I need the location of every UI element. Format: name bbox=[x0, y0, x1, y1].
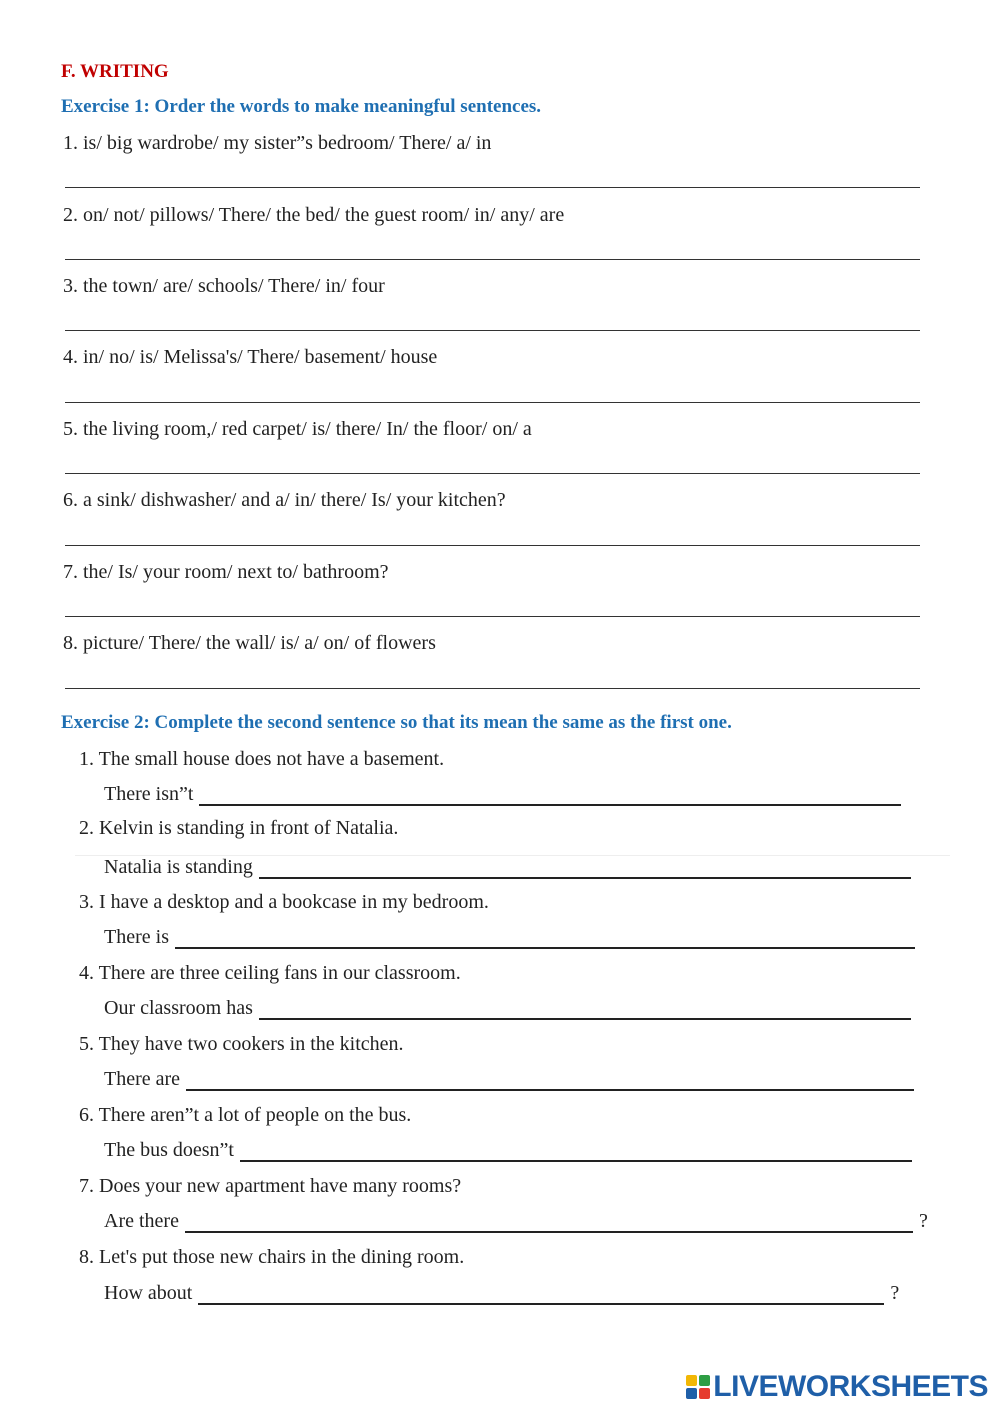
exercise-2-row-2 bbox=[104, 856, 911, 879]
section-title: F. WRITING bbox=[61, 61, 169, 82]
exercise-1-answer-line-1[interactable] bbox=[65, 187, 920, 188]
exercise-1-answer-line-8[interactable] bbox=[65, 688, 920, 689]
exercise-1-answer-line-4[interactable] bbox=[65, 402, 920, 403]
exercise-2-answer-blank-5[interactable] bbox=[186, 1069, 914, 1091]
exercise-1-answer-line-3[interactable] bbox=[65, 330, 920, 331]
exercise-1-item-6: 6. a sink/ dishwasher/ and a/ in/ there/ Is/ your kitchen? bbox=[63, 489, 506, 511]
exercise-1-item-1: 1. is/ big wardrobe/ my sister”s bedroom/ There/ a/ in bbox=[63, 132, 492, 154]
exercise-1-answer-line-7[interactable] bbox=[65, 616, 920, 617]
exercise-2-answer-blank-6[interactable] bbox=[240, 1140, 912, 1162]
exercise-2-row-6 bbox=[104, 1139, 912, 1162]
exercise-2-prompt-1: There isn”t bbox=[104, 783, 194, 805]
exercise-1-item-7: 7. the/ Is/ your room/ next to/ bathroom? bbox=[63, 561, 389, 583]
exercise-2-prompt-7: Are there bbox=[104, 1210, 179, 1232]
exercise-2-title: Exercise 2: Complete the second sentence so that its mean the same as the first one. bbox=[61, 712, 732, 733]
logo-square-1 bbox=[686, 1375, 697, 1386]
exercise-2-sentence-8: 8. Let's put those new chairs in the dining room. bbox=[79, 1246, 465, 1268]
logo-text: LIVEWORKSHEETS bbox=[713, 1370, 988, 1403]
exercise-2-answer-blank-7[interactable] bbox=[185, 1211, 913, 1233]
exercise-2-prompt-8: How about bbox=[104, 1282, 193, 1304]
exercise-1-answer-line-5[interactable] bbox=[65, 473, 920, 474]
logo-square-2 bbox=[699, 1375, 710, 1386]
exercise-2-prompt-5: There are bbox=[104, 1068, 181, 1090]
exercise-2-sentence-5: 5. They have two cookers in the kitchen. bbox=[79, 1033, 404, 1055]
exercise-2-answer-blank-2[interactable] bbox=[259, 857, 911, 879]
exercise-2-row-3 bbox=[104, 926, 915, 949]
exercise-2-answer-blank-8[interactable] bbox=[198, 1283, 884, 1305]
exercise-2-prompt-6: The bus doesn”t bbox=[104, 1139, 234, 1161]
logo-square-4 bbox=[699, 1388, 710, 1399]
exercise-2-row-1 bbox=[104, 783, 901, 806]
exercise-2-row-7 bbox=[104, 1210, 928, 1233]
exercise-2-sentence-1: 1. The small house does not have a basement. bbox=[79, 748, 445, 770]
exercise-2-row-8 bbox=[104, 1282, 899, 1305]
exercise-2-end-8: ? bbox=[890, 1282, 900, 1304]
liveworksheets-logo bbox=[686, 1370, 988, 1404]
exercise-2-sentence-3: 3. I have a desktop and a bookcase in my bedroom. bbox=[79, 891, 489, 913]
exercise-1-title: Exercise 1: Order the words to make meaningful sentences. bbox=[61, 96, 542, 117]
exercise-1-item-8: 8. picture/ There/ the wall/ is/ a/ on/ of flowers bbox=[63, 632, 436, 654]
exercise-1-item-3: 3. the town/ are/ schools/ There/ in/ four bbox=[63, 275, 385, 297]
exercise-2-sentence-6: 6. There aren”t a lot of people on the bus. bbox=[79, 1104, 412, 1126]
exercise-2-answer-blank-4[interactable] bbox=[259, 998, 911, 1020]
exercise-2-sentence-7: 7. Does your new apartment have many rooms? bbox=[79, 1175, 462, 1197]
exercise-1-answer-line-2[interactable] bbox=[65, 259, 920, 260]
logo-square-3 bbox=[686, 1388, 697, 1399]
exercise-2-row-4 bbox=[104, 997, 911, 1020]
exercise-1-item-2: 2. on/ not/ pillows/ There/ the bed/ the guest room/ in/ any/ are bbox=[63, 204, 565, 226]
exercise-1-answer-line-6[interactable] bbox=[65, 545, 920, 546]
exercise-1-item-5: 5. the living room,/ red carpet/ is/ there/ In/ the floor/ on/ a bbox=[63, 418, 532, 440]
exercise-2-sentence-4: 4. There are three ceiling fans in our classroom. bbox=[79, 962, 461, 984]
exercise-2-prompt-3: There is bbox=[104, 926, 169, 948]
exercise-2-prompt-2: Natalia is standing bbox=[104, 856, 253, 878]
exercise-2-sentence-2: 2. Kelvin is standing in front of Natalia. bbox=[79, 817, 399, 839]
exercise-2-answer-blank-1[interactable] bbox=[199, 784, 901, 806]
exercise-2-end-7: ? bbox=[918, 1210, 928, 1232]
exercise-2-answer-blank-3[interactable] bbox=[175, 927, 915, 949]
exercise-2-row-5 bbox=[104, 1068, 914, 1091]
logo-mark-icon bbox=[686, 1375, 710, 1399]
exercise-2-prompt-4: Our classroom has bbox=[104, 997, 253, 1019]
exercise-1-item-4: 4. in/ no/ is/ Melissa's/ There/ basement/ house bbox=[63, 346, 438, 368]
